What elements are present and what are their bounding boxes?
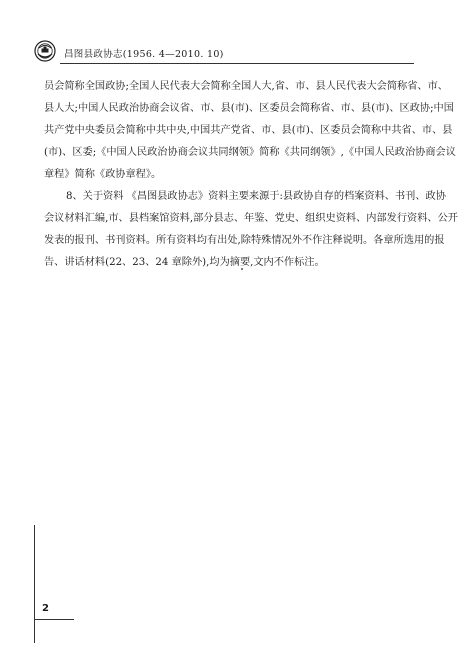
footer-side-rule [34,525,35,643]
text-line: 8、关于资料 《昌图县政协志》资料主要来源于:县政协自存的档案资料、书刊、政协 [66,191,446,202]
cppcc-emblem-icon [34,40,56,62]
body-text [44,76,458,274]
header-rule [60,63,414,64]
page-header [34,40,414,66]
scan-speck [241,268,243,270]
text-line: 共产党中央委员会简称中共中央,中国共产党省、市、县(市)、区委员会简称中共省、市、县 [44,125,453,136]
footer-rule [34,619,74,620]
text-line: 县人大;中国人民政治协商会议省、市、县(市)、区委员会简称省、市、县(市)、区政协;中国 [44,103,454,114]
text-line: 会议材料汇编,市、县档案馆资料,部分县志、年鉴、党史、组织史资料、内部发行资料、公开 [44,213,458,224]
header-title: 昌图县政协志(1956. 4—2010. 10) [64,49,224,60]
page-number: 2 [42,603,49,614]
paragraph [44,76,456,186]
text-line: 告、讲话材料(22、23、24 章除外),均为摘要,文内不作标注。 [44,257,325,268]
text-line: 发表的报刊、书刊资料。所有资料均有出处,除特殊情况外不作注释说明。各章所选用的报 [44,235,445,246]
text-line: 员会简称全国政协;全国人民代表大会简称全国人大,省、市、县人民代表大会简称省、市、 [44,81,448,92]
text-line: 章程》简称《政协章程》。 [44,169,162,180]
paragraph [44,186,458,274]
text-line: (市)、区委;《中国人民政治协商会议共同纲领》简称《共同纲领》,《中国人民政治协商会议 [44,147,456,158]
